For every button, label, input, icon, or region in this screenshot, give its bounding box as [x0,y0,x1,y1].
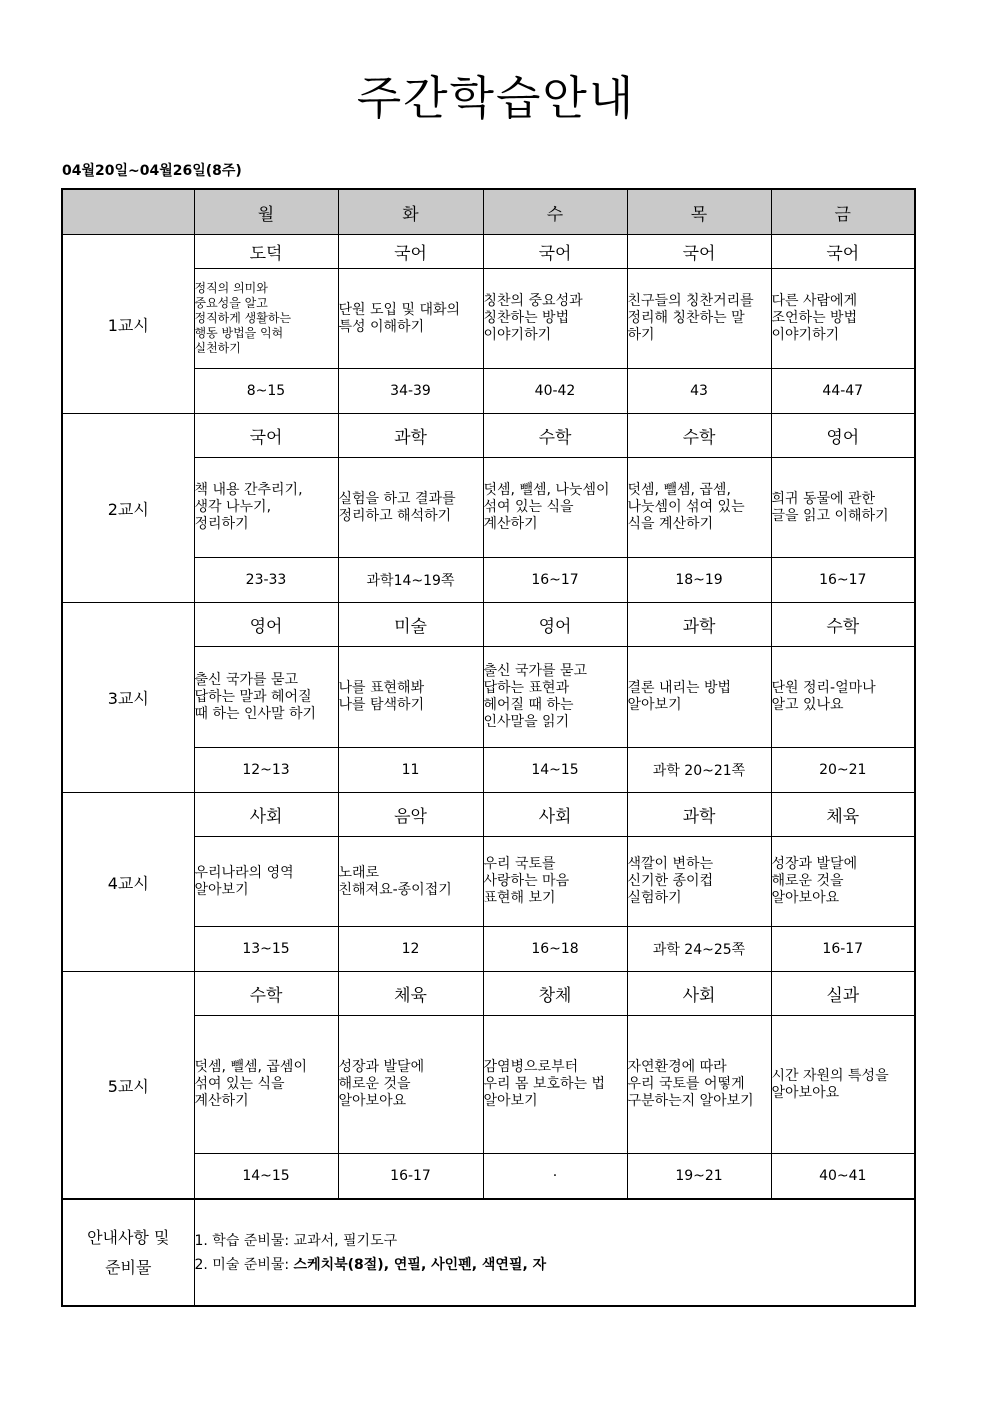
lesson-description: 시간 자원의 특성을 알아보아요 [771,1016,915,1154]
page-range: 40~41 [771,1154,915,1200]
day-header: 월 [194,189,338,235]
subject-cell: 실과 [771,972,915,1016]
lesson-description: 다른 사람에게 조언하는 방법 이야기하기 [771,269,915,369]
page-range: 19~21 [627,1154,771,1200]
notes-item-2-materials: 스케치북(8절), 연필, 사인펜, 색연필, 자 [293,1256,547,1273]
page-range: 16~17 [483,558,627,603]
lesson-description: 덧셈, 뺄셈, 곱셈이 섞여 있는 식을 계산하기 [194,1016,338,1154]
header-row [62,189,915,235]
subject-cell: 수학 [771,603,915,647]
subject-row [62,235,915,269]
period-label: 4교시 [62,793,194,972]
lesson-description: 나를 표현해봐 나를 탐색하기 [338,647,483,748]
page-range: 14~15 [194,1154,338,1200]
notes-item-2-prefix: 2. 미술 준비물: [194,1256,294,1273]
lesson-description: 책 내용 간추리기, 생각 나누기, 정리하기 [194,458,338,558]
page-range: 18~19 [627,558,771,603]
page-range: 23-33 [194,558,338,603]
subject-cell: 체육 [771,793,915,837]
lesson-description: 덧셈, 뺄셈, 곱셈, 나눗셈이 섞여 있는 식을 계산하기 [627,458,771,558]
day-header: 화 [338,189,483,235]
subject-cell: 미술 [338,603,483,647]
page-range: 8~15 [194,369,338,414]
subject-cell: 영어 [771,414,915,458]
notes-row [62,1199,915,1306]
date-range: 04월20일~04월26일(8주) [62,163,242,179]
page-range: 과학 24~25쪽 [627,927,771,972]
subject-cell: 수학 [627,414,771,458]
lesson-description: 출신 국가를 묻고 답하는 말과 헤어질 때 하는 인사말 하기 [194,647,338,748]
page-range: 34-39 [338,369,483,414]
lesson-description: 성장과 발달에 해로운 것을 알아보아요 [338,1016,483,1154]
period-label: 1교시 [62,235,194,414]
lesson-description: 실험을 하고 결과를 정리하고 해석하기 [338,458,483,558]
subject-row [62,793,915,837]
day-header: 금 [771,189,915,235]
day-header: 수 [483,189,627,235]
subject-cell: 국어 [627,235,771,269]
page-range: 16-17 [771,927,915,972]
subject-cell: 국어 [194,414,338,458]
subject-cell: 과학 [627,793,771,837]
lesson-description: 감염병으로부터 우리 몸 보호하는 법 알아보기 [483,1016,627,1154]
lesson-description: 칭찬의 중요성과 칭찬하는 방법 이야기하기 [483,269,627,369]
weekly-schedule-table [61,188,916,1307]
lesson-description: 성장과 발달에 해로운 것을 알아보아요 [771,837,915,927]
page-range: 과학 20~21쪽 [627,748,771,793]
day-header: 목 [627,189,771,235]
notes-body [194,1199,915,1306]
subject-cell: 과학 [627,603,771,647]
notes-label-line2: 준비물 [105,1257,152,1277]
lesson-description: 출신 국가를 묻고 답하는 표현과 헤어질 때 하는 인사말을 읽기 [483,647,627,748]
period-label: 3교시 [62,603,194,793]
page-title: 주간학습안내 [356,71,636,125]
subject-cell: 창체 [483,972,627,1016]
subject-row [62,603,915,647]
page-range: 16~17 [771,558,915,603]
lesson-description: 친구들의 칭찬거리를 정리해 칭찬하는 말 하기 [627,269,771,369]
lesson-description: 우리 국토를 사랑하는 마음 표현해 보기 [483,837,627,927]
page-range: 43 [627,369,771,414]
page-range: 14~15 [483,748,627,793]
subject-cell: 도덕 [194,235,338,269]
page-range: 16~18 [483,927,627,972]
subject-cell: 사회 [194,793,338,837]
notes-label [62,1199,194,1306]
lesson-description: 단원 정리-얼마나 알고 있나요 [771,647,915,748]
lesson-description: 단원 도입 및 대화의 특성 이해하기 [338,269,483,369]
subject-cell: 사회 [627,972,771,1016]
period-label: 2교시 [62,414,194,603]
lesson-description: 우리나라의 영역 알아보기 [194,837,338,927]
header-corner [62,189,194,235]
lesson-description: 결론 내리는 방법 알아보기 [627,647,771,748]
notes-label-line1: 안내사항 및 [87,1227,170,1247]
page-range: 44-47 [771,369,915,414]
page-range: 20~21 [771,748,915,793]
lesson-description: 자연환경에 따라 우리 국토를 어떻게 구분하는지 알아보기 [627,1016,771,1154]
subject-cell: 음악 [338,793,483,837]
lesson-description: 색깔이 변하는 신기한 종이컵 실험하기 [627,837,771,927]
page-range: 11 [338,748,483,793]
notes-item-2 [195,1253,915,1277]
lesson-description: 정직의 의미와 중요성을 알고 정직하게 생활하는 행동 방법을 익혀 실천하기 [194,269,338,369]
subject-cell: 수학 [483,414,627,458]
page-range: 12 [338,927,483,972]
page-range: 16-17 [338,1154,483,1200]
subject-cell: 과학 [338,414,483,458]
page-range: 12~13 [194,748,338,793]
page-range: 과학14~19쪽 [338,558,483,603]
subject-cell: 국어 [771,235,915,269]
lesson-description: 덧셈, 뺄셈, 나눗셈이 섞여 있는 식을 계산하기 [483,458,627,558]
lesson-description: 노래로 친해져요-종이접기 [338,837,483,927]
subject-cell: 영어 [483,603,627,647]
subject-cell: 국어 [338,235,483,269]
subject-cell: 영어 [194,603,338,647]
subject-cell: 체육 [338,972,483,1016]
period-label: 5교시 [62,972,194,1200]
page-range: · [483,1154,627,1200]
subject-cell: 사회 [483,793,627,837]
lesson-description: 희귀 동물에 관한 글을 읽고 이해하기 [771,458,915,558]
subject-cell: 수학 [194,972,338,1016]
notes-item-1: 1. 학습 준비물: 교과서, 필기도구 [194,1232,398,1249]
subject-cell: 국어 [483,235,627,269]
page-range: 13~15 [194,927,338,972]
subject-row [62,972,915,1016]
subject-row [62,414,915,458]
page-range: 40-42 [483,369,627,414]
